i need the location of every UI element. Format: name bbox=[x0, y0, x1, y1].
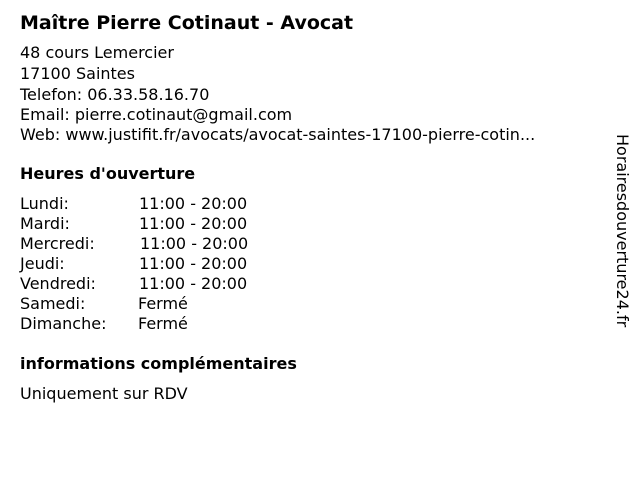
day-hours: 11:00 - 20:00 bbox=[139, 274, 248, 293]
day-label: Dimanche: bbox=[20, 314, 107, 333]
day-label: Mardi: bbox=[20, 214, 70, 233]
address-street: 48 cours Lemercier bbox=[20, 43, 174, 62]
page-title: Maître Pierre Cotinaut - Avocat bbox=[20, 12, 354, 34]
opening-hours-heading: Heures d'ouverture bbox=[20, 164, 196, 183]
additional-info-heading: informations complémentaires bbox=[20, 354, 297, 373]
day-label: Lundi: bbox=[20, 194, 69, 213]
day-label: Vendredi: bbox=[20, 274, 96, 293]
day-label: Samedi: bbox=[20, 294, 86, 313]
web-line: Web: www.justifit.fr/avocats/avocat-saintes-17100-pierre-cotin... bbox=[20, 125, 536, 144]
day-hours: 11:00 - 20:00 bbox=[140, 234, 249, 253]
day-label: Jeudi: bbox=[20, 254, 65, 273]
day-hours: 11:00 - 20:00 bbox=[139, 194, 248, 213]
day-hours: Fermé bbox=[138, 294, 188, 313]
site-brand bbox=[612, 134, 632, 374]
day-label: Mercredi: bbox=[20, 234, 95, 253]
address-city: 17100 Saintes bbox=[20, 64, 135, 83]
day-hours: 11:00 - 20:00 bbox=[139, 254, 248, 273]
phone-line: Telefon: 06.33.58.16.70 bbox=[20, 85, 210, 104]
additional-info-text: Uniquement sur RDV bbox=[20, 384, 188, 403]
site-brand-label: Horairesdouverture24.fr bbox=[613, 134, 632, 328]
day-hours: 11:00 - 20:00 bbox=[139, 214, 248, 233]
email-line: Email: pierre.cotinaut@gmail.com bbox=[20, 105, 293, 124]
day-hours: Fermé bbox=[138, 314, 188, 333]
